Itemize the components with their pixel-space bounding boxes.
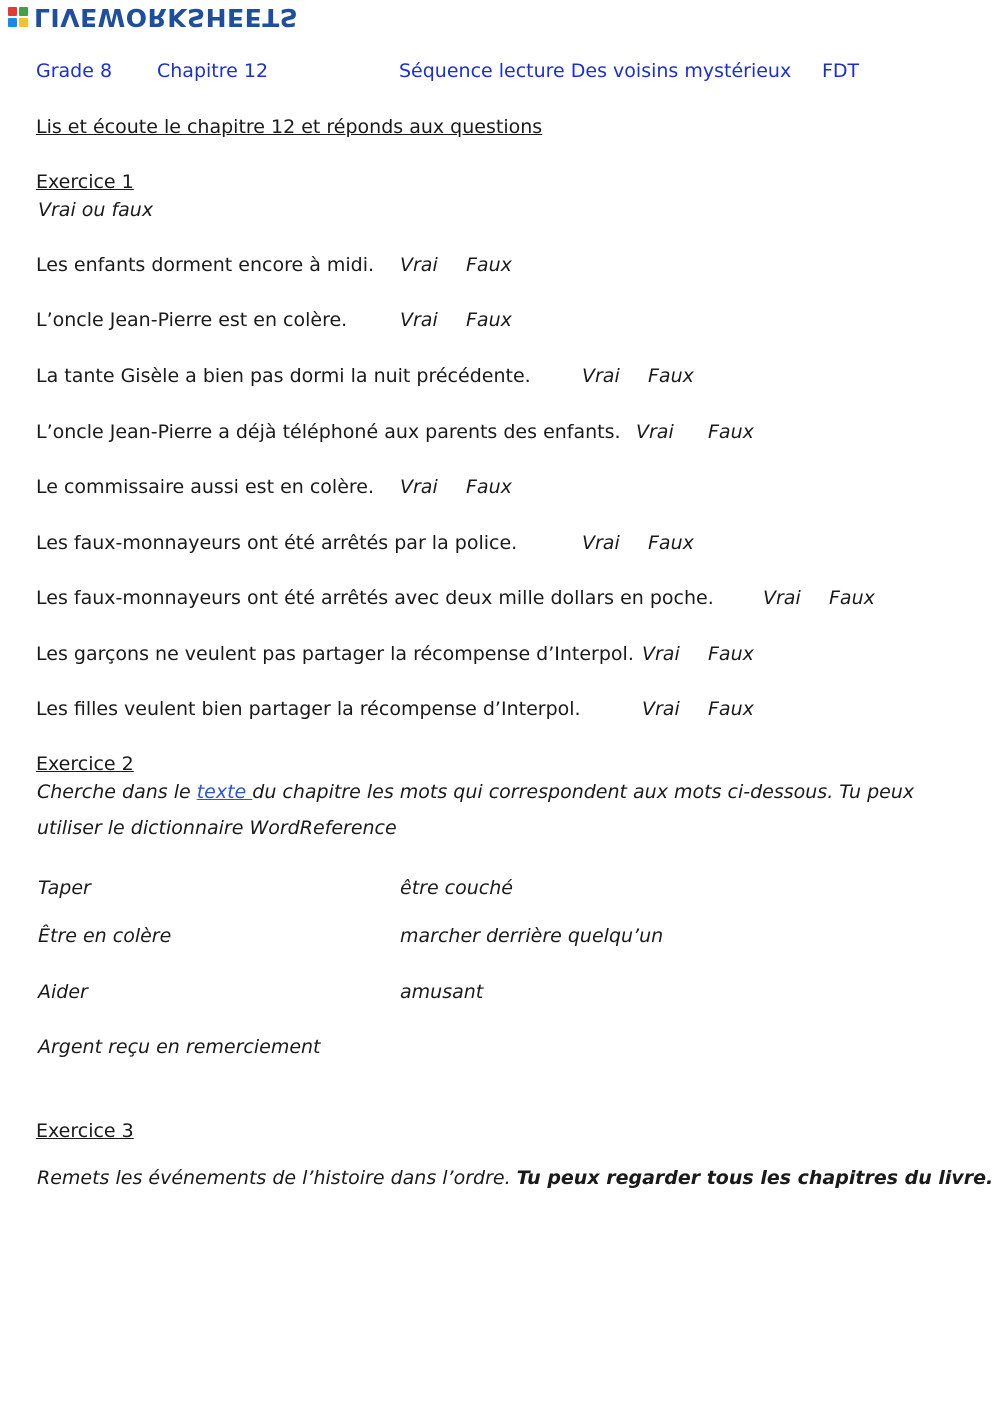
exercise3-title: Exercice 3	[36, 1120, 134, 1142]
vrai-option[interactable]: Vrai	[400, 254, 438, 276]
faux-option[interactable]: Faux	[648, 532, 694, 554]
texte-link[interactable]: texte	[196, 781, 253, 803]
word-left: Aider	[38, 981, 88, 1003]
word-right: marcher derrière quelqu’un	[400, 925, 664, 947]
faux-option[interactable]: Faux	[648, 365, 694, 387]
vrai-option[interactable]: Vrai	[400, 476, 438, 498]
exercise2-instruction-before: Cherche dans le	[37, 781, 197, 803]
word-right: amusant	[400, 981, 484, 1003]
statement-text: Le commissaire aussi est en colère.	[36, 476, 375, 498]
statement-text: Les enfants dorment encore à midi.	[36, 254, 375, 276]
statement-text: L’oncle Jean-Pierre est en colère.	[36, 309, 348, 331]
exercise2-instruction-line2: utiliser le dictionnaire WordReference	[37, 817, 397, 839]
liveworksheets-logo	[8, 2, 298, 32]
word-left: Être en colère	[38, 925, 172, 947]
header-chapter: Chapitre 12	[157, 60, 269, 82]
vrai-option[interactable]: Vrai	[582, 532, 620, 554]
faux-option[interactable]: Faux	[466, 476, 512, 498]
exercise1-subtitle: Vrai ou faux	[38, 199, 154, 221]
statement-text: Les garçons ne veulent pas partager la récompense d’Interpol.	[36, 643, 634, 665]
vrai-option[interactable]: Vrai	[763, 587, 801, 609]
statement-text: La tante Gisèle a bien pas dormi la nuit précédente.	[36, 365, 531, 387]
vrai-option[interactable]: Vrai	[642, 643, 680, 665]
statement-text: Les faux-monnayeurs ont été arrêtés par la police.	[36, 532, 518, 554]
main-instruction: Lis et écoute le chapitre 12 et réponds aux questions	[36, 116, 543, 138]
word-right: être couché	[400, 877, 513, 899]
exercise3-instruction-text: Remets les événements de l’histoire dans l’ordre.	[37, 1167, 517, 1189]
faux-option[interactable]: Faux	[708, 643, 754, 665]
faux-option[interactable]: Faux	[466, 309, 512, 331]
logo-blocks-icon	[8, 7, 28, 27]
faux-option[interactable]: Faux	[466, 254, 512, 276]
exercise2-instruction-after: du chapitre les mots qui correspondent aux mots ci-dessous. Tu peux	[252, 781, 915, 803]
exercise3-instruction	[37, 1167, 993, 1189]
word-left: Taper	[38, 877, 91, 899]
statement-text: Les faux-monnayeurs ont été arrêtés avec deux mille dollars en poche.	[36, 587, 714, 609]
exercise3-instruction-bold: Tu peux regarder tous les chapitres du livre.	[516, 1167, 994, 1189]
exercise2-title: Exercice 2	[36, 753, 134, 775]
exercise1-title: Exercice 1	[36, 171, 134, 193]
logo-text: LIVEWORKSHEETS	[34, 3, 299, 32]
statement-text: Les filles veulent bien partager la récompense d’Interpol.	[36, 698, 581, 720]
vrai-option[interactable]: Vrai	[582, 365, 620, 387]
vrai-option[interactable]: Vrai	[636, 421, 674, 443]
header-grade: Grade 8	[36, 60, 113, 82]
faux-option[interactable]: Faux	[708, 698, 754, 720]
faux-option[interactable]: Faux	[829, 587, 875, 609]
header-sequence: Séquence lecture Des voisins mystérieux	[399, 60, 792, 82]
header-fdt: FDT	[822, 60, 860, 82]
vrai-option[interactable]: Vrai	[642, 698, 680, 720]
statement-text: L’oncle Jean-Pierre a déjà téléphoné aux parents des enfants.	[36, 421, 621, 443]
exercise2-instruction	[37, 781, 914, 803]
word-left: Argent reçu en remerciement	[38, 1036, 321, 1058]
vrai-option[interactable]: Vrai	[400, 309, 438, 331]
faux-option[interactable]: Faux	[708, 421, 754, 443]
